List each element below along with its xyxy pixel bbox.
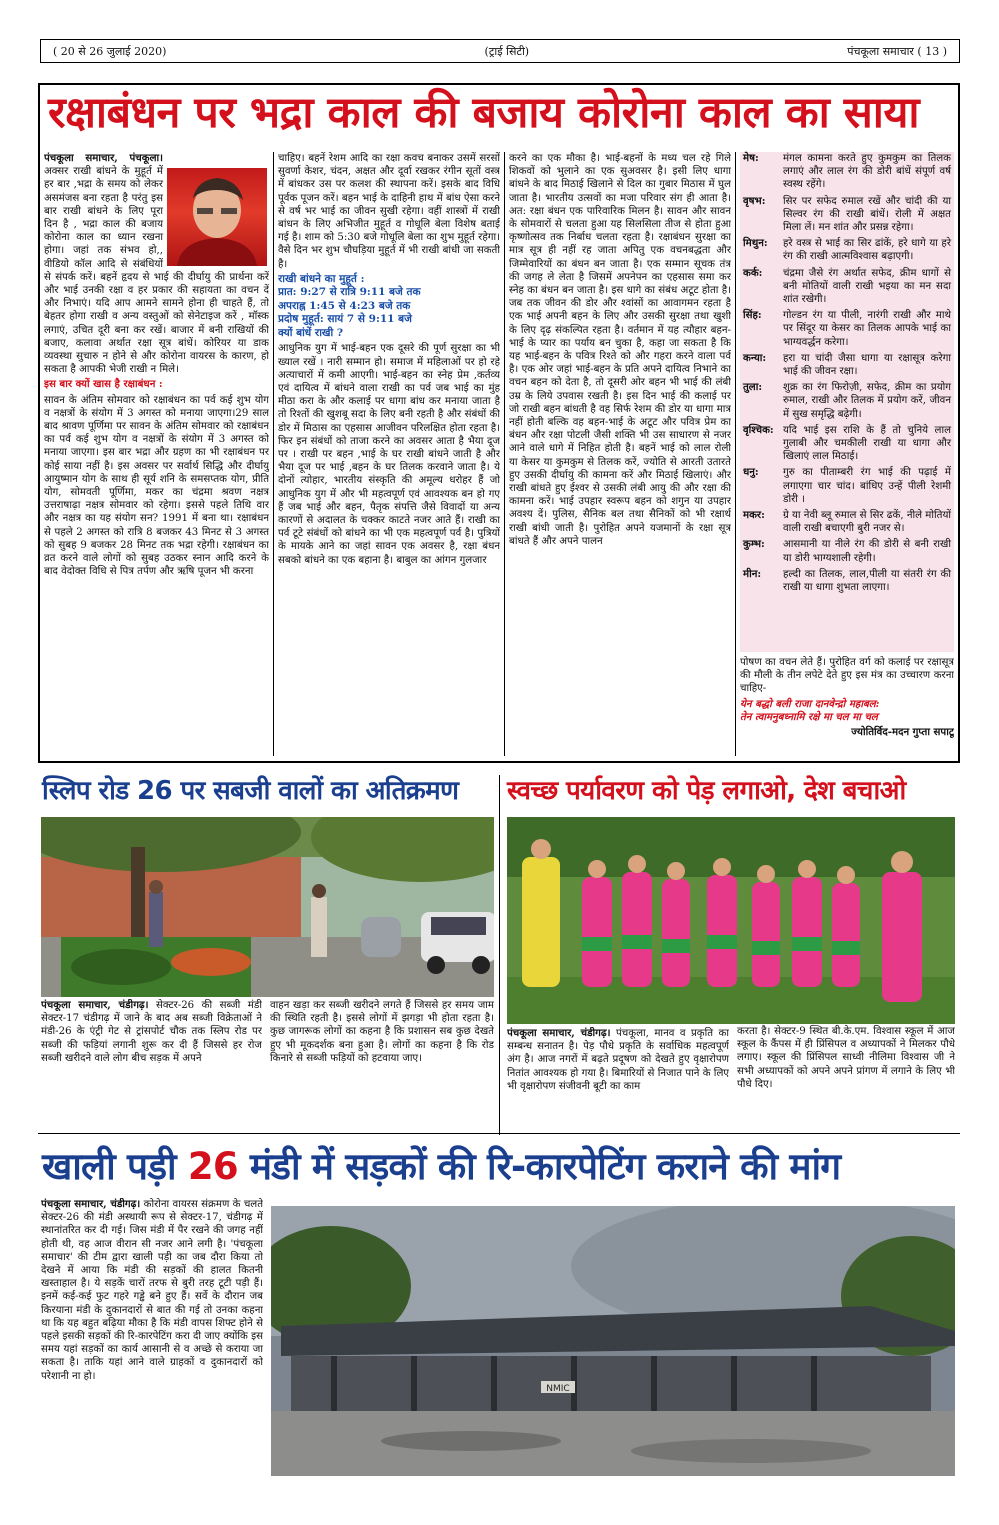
rashi-item	[743, 195, 951, 235]
story1-intro: अक्सर राखी बांधने के मुहूर्त में हर बार ,भद्रा के समय को लेकर असमंजस बना रहता है परंतु इस बार राखी बांधने के लिए पूरा दिन है , भद्रा काल की बजाय कोरोना काल का ध्यान रखना होगा। जहां तक संभव हो,, वीडियो कॉल आदि से संबंधियों से संपर्क करें। बहनें हृदय से भाई की दीर्घायु की प्रार्थना करें और भाई उनकी रक्षा व हर प्रकार की सहायता का वचन दें और निभाएं। यदि आप आमने सामने होना ही चाहते हैं, तो बेहतर होगा राखी व अन्य वस्तुओं को सेनेटाइज करें , मॉस्क लगाएं, उचित दूरी बना कर रखें। बाजार में बनी राखियों की बजाए, कलावा अर्थात रक्षा सूत्र बांधें। कोरियर या डाक व्यवस्था सुचारु न होने से और कोरोना वायरस के कारण, हो सकता है आपकी भेजी राखी न मिले।	[44, 166, 269, 376]
section-rule	[38, 1133, 960, 1134]
story2-col2-text: वाहन खड़ा कर सब्जी खरीदने लगते हैं जिससे हर समय जाम की स्थिति रहती है। इससे लोगों में झगड़ा भी होता रहता है। कुछ जागरूक लोगों का कहना है कि प्रशासन सब कुछ देखते हुए भी मूकदर्शक बना हुआ है। लोगों का कहना है कि रोड किनारे से सब्जी फड़ियों को हटवाया जाए।	[270, 1000, 494, 1064]
mandi-sign-text: NMIC	[546, 1384, 570, 1394]
tree-plantation-photo	[507, 817, 955, 1024]
mantra-line: तेन त्वामनुबध्नामि रक्षे मा चल मा चल	[740, 710, 878, 723]
story2-headline: स्लिप रोड 26 पर सबजी वालों का अतिक्रमण	[42, 776, 459, 806]
rashi-name: मकर:	[743, 509, 765, 522]
rashi-item	[743, 237, 951, 263]
rashi-text: गुरु का पीताम्बरी रंग भाई की पढ़ाई में लगाएगा चार चांद। बांधिए उन्हें पीली रेशमी डोरी ।	[783, 467, 951, 505]
muhurat-line: प्रात: 9:27 से रात्रि 9:11 बजे तक	[278, 286, 421, 299]
story1-column-1	[44, 152, 269, 756]
rashi-name: कुम्भ:	[743, 538, 765, 551]
page-header	[40, 39, 960, 63]
rashi-text: शुक्र का रंग फिरोज़ी, सफेद, क्रीम का प्रयोग रुमाल, राखी और तिलक में प्रयोग करें, जीवन में सुख समृद्धि बढ़ेगी।	[783, 382, 951, 420]
story4-headline-part: मंडी में सड़कों की रि-कारपेटिंग कराने की मांग	[237, 1145, 841, 1188]
story1-column-3	[509, 152, 731, 756]
story1-headline: रक्षाबंधन पर भद्रा काल की बजाय कोरोना काल का साया	[48, 88, 920, 138]
story1-subhead: इस बार क्यों खास है रक्षाबंधन :	[44, 378, 163, 391]
story4-headline	[42, 1145, 957, 1188]
story2-column-1	[41, 999, 262, 1124]
empty-mandi-photo	[271, 1206, 955, 1476]
story4-headline-part: खाली पड़ी	[42, 1145, 188, 1188]
story4-byline: पंचकूला समाचार, चंडीगढ़।	[41, 1198, 141, 1210]
story1-col2-text-b: आधुनिक युग में भाई-बहन एक दूसरे की पूर्ण सुरक्षा का भी ख्याल रखें । नारी सम्मान हो। समाज में महिलाओं पर हो रहे अत्याचारों में कमी आएगी। भाई-बहन का स्नेह प्रेम ,कर्तव्य एवं दायित्व में बांधने वाला राखी का पर्व जब भाई का मुंह मीठा करा के और कलाई पर धागा बांध कर मनाया जाता है तो रिश्तों की खुशबू सदा के लिए बनी रहती है और संबंधों की डोर में मिठास का एहसास आजीवन परिलक्षित होता रहता है। फिर इन संबंधों को ताजा करने का अवसर आता है भैया दूज पर । राखी पर बहन ,भाई के घर राखी बांधने जाती है और भैया दूज पर भाई ,बहन के घर तिलक करवाने जाता है। ये दोनों त्योहार, भारतीय संस्कृति की अमूल्य धरोहर हैं जो आधुनिक युग में और भी महत्वपूर्ण एवं आवश्यक बन हो गए हैं जब भाई और बहन, पैतृक संपत्ति जैसे विवादों या अन्य कारणों से अदालत के चक्कर काटते नजर आते हैं। राखी का पर्व टूटे संबंधों को बांधने का भी एक महत्वपूर्ण पर्व है। पुत्रियों के मायके आने का जहां सावन एक अवसर है, रक्षा बंधन सबको बांधने का एक बहाना है। बाबुल का आंगन गुलजार	[278, 343, 500, 566]
story2-column-2	[270, 999, 494, 1124]
rashi-name: तुला:	[743, 381, 763, 394]
muhurat-line: अपराह्न 1:45 से 4:23 बजे तक	[278, 299, 411, 312]
rashi-name: सिंह:	[743, 309, 762, 322]
story3-column-1	[507, 1027, 729, 1127]
story3-column-2	[737, 999, 955, 1127]
rashi-text: चंद्रमा जैसे रंग अर्थात सफेद, क्रीम धागों से बनी मोतियों वाली राखी भइया का मन सदा शांत रखेगी।	[783, 267, 951, 306]
rashi-name: कर्क:	[743, 266, 763, 279]
paper-page: पंचकूला समाचार ( 13 )	[847, 44, 947, 58]
rashi-name: कन्या:	[743, 351, 767, 364]
muhurat-line: प्रदोष मुहूर्त: सायं 7 से 9:11 बजे	[278, 313, 412, 326]
rashi-text: मंगल कामना करते हुए कुमकुम का तिलक लगाएं और लाल रंग की डोरी बांधें संपूर्ण वर्ष स्वस्थ रहेंगे।	[783, 153, 951, 191]
story1-column-2	[278, 152, 500, 756]
rashi-text: हरे वस्त्र से भाई का सिर ढांकें, हरे धागे या हरे रंग की राखी आत्मविश्वास बढ़ाएगी।	[783, 238, 951, 263]
story1-col2-text-a: चाहिए। बहनें रेशम आदि का रक्षा कवच बनाकर उसमें सरसों सुवर्णा केशर, चंदन, अक्षत और दूर्वा रखकर रंगीन सूतों वस्त्र में बांधकर उस पर कलश की स्थापना करें। इसके बाद विधि पूर्वक पूजन करें। बहन भाई के दाहिनी हाथ में बांध ऐसा करने से वर्ष भर भाई का जीवन सुखी रहेगा। वहीं शास्त्रों में राखी बांधन के लिए अभिजीत मुहूर्त व गोधूलि बेला विशेष बताई गई है। शाम को 5:30 बजे गोधूलि बेला का शुभ मुहूर्त रहेगा। वैसे दिन भर शुभ चौघड़िया मुहूर्त में भी राखी बांधी जा सकती है।	[278, 153, 500, 270]
rashi-item	[743, 466, 951, 506]
story2-col1-text: सेक्टर-26 की सब्जी मंडी सेक्टर-17 चंडीगढ़ में जाने के बाद अब सब्जी विक्रेताओं ने मंडी-26 के एंट्री गेट से ट्रांसपोर्ट चौक तक स्लिप रोड पर सब्जी की फड़ियां लगानी शुरू कर दी हैं जिससे हर रोज सब्जी खरीदने वाले लोग बीच सड़क में अपने	[41, 1000, 262, 1064]
rashi-name: मेष:	[743, 152, 759, 164]
vegetable-market-photo	[41, 817, 494, 997]
story4-body-text: कोरोना वायरस संक्रमण के चलते सेक्टर-26 की मंडी अस्थायी रूप से सेक्टर-17, चंडीगढ़ में स्थानांतरित कर दी गई। जिस मंडी में पैर रखने की जगह नहीं होती थी, वह आज वीरान सी नजर आने लगी है। 'पंचकूला समाचार' की टीम द्वारा खाली पड़ी का जब दौरा किया तो देखने में आया कि मंडी की सड़कों की हालत कितनी खस्ताहाल है। ये सड़कें चारों तरफ से बुरी तरह टूटी पड़ी हैं। इनमें कई-कई फुट गहरे गड्ढे बने हुए हैं। सर्वे के दौरान जब किरयाना मंडी के दुकानदारों से बात की गई तो उनका कहना था कि यह बहुत बढ़िया मौका है कि मंडी वापस शिफ्ट होने से पहले इसकी सड़कों की रि-कारपेटिंग करा दी जाए क्योंकि इस समय यहां सड़कों का कार्य आसानी से व अच्छे से कराया जा सकता है। ताकि यहां आने वाले ग्राहकों व दुकानदारों को परेशानी ना हो।	[41, 1199, 263, 1382]
column-divider	[504, 152, 505, 756]
rashi-box	[740, 152, 954, 652]
rashi-item	[743, 267, 951, 307]
story3-headline: स्वच्छ पर्यावरण को पेड़ लगाओ, देश बचाओ	[507, 776, 906, 806]
column-divider	[273, 152, 274, 756]
story3-byline: पंचकूला समाचार, चंडीगढ़।	[507, 1027, 611, 1039]
market-shed-icon	[271, 1206, 955, 1476]
rashi-text: गोल्डन रंग या पीली, नारंगी राखी और माथे पर सिंदूर या केसर का तिलक आपके भाई का भाग्यवर्द्धन करेगा।	[783, 310, 951, 348]
street-scene-icon	[41, 817, 494, 997]
mantra-intro: पोषण का वचन लेते हैं। पुरोहित वर्ग को कलाई पर रक्षासूत्र की मौली के तीन लपेटे देते हुए इस मंत्र का उच्चारण करना चाहिए-	[740, 657, 954, 695]
rashi-name: धनु:	[743, 466, 759, 479]
rashi-item	[743, 568, 951, 594]
group-photo-icon	[507, 817, 955, 1024]
muhurat-title: राखी बांधने का मुहूर्त :	[278, 272, 365, 285]
story4-body	[41, 1198, 263, 1483]
rashi-item	[743, 152, 951, 192]
section-name: (ट्राई सिटी)	[484, 44, 530, 58]
story1-column-4-tail	[740, 656, 954, 756]
rashi-text: सिर पर सफेद रुमाल रखें और चांदी की या सिल्वर रंग की राखी बांधें। रोली में अक्षत मिला लें। मन शांत और प्रसन्न रहेगा।	[783, 195, 951, 234]
issue-date: ( 20 से 26 जुलाई 2020)	[53, 44, 167, 58]
story3-col1-text: पंचकूला, मानव व प्रकृति का सम्बन्ध सनातन है। पेड़ पौधे प्रकृति के सर्वाधिक महत्वपूर्ण अंग है। आज नगरों में बढ़ते प्रदूषण को देखते हुए वृक्षारोपण नितांत आवश्यक हो गया है। बिमारियों से निजात पाने के लिए भी वृक्षारोपण संजीवनी बूटी का काम	[507, 1028, 729, 1092]
rashi-name: वृश्चिक:	[743, 423, 774, 436]
muhurat-box	[278, 273, 500, 341]
rashi-name: मीन:	[743, 567, 762, 580]
column-divider	[735, 152, 736, 756]
rashi-text: आसमानी या नीले रंग की डोरी से बनी राखी या डोरी भाग्यशाली रहेगी।	[783, 539, 951, 564]
muhurat-line: क्यों बांधें राखी ?	[278, 326, 344, 339]
rashi-name: वृषभ:	[743, 194, 766, 207]
photo-overhang-space	[737, 999, 955, 1025]
story4-headline-number: 26	[187, 1145, 238, 1188]
mantra-line: येन बद्धो बली राजा दानवेन्द्रो महाबल:	[740, 697, 880, 710]
rashi-item	[743, 352, 951, 378]
rashi-item	[743, 381, 951, 421]
story1-col3-text: करने का एक मौका है। भाई-बहनों के मध्य चल रहे गिले शिकवों को भुलाने का एक सुअवसर है। इसी लिए धागा बांधने के बाद मिठाई खिलाने से दिल का गुबार मिठास में घुल जाता है। भारतीय उत्सवों का मजा परिवार संग ही आता है। अत: रक्षा बंधन एक पारिवारिक मिलन है। सावन और सावन के सोमवारों से चलता हुआ यह सिलसिला तीज से होता हुआ कृष्णोत्सव तक निर्बाध चलता रहता है। रक्षाबंधन सुरक्षा का मात्र सूत्र ही नहीं रह जाता अपितु एक वचनबद्धता और जिम्मेवारियों का बंधन बन जाता है। एक सम्मान सूचक तंत्र की जगह ले लेता है जिसमें अपनेपन का एहसास समा कर स्नेह का बंधन बन जाता है। इस धागे का संबंध अटूट होता है। जब तक जीवन की डोर और श्वांसों का आवागमन रहता है एक भाई अपनी बहन के लिए और उसकी सुरक्षा तथा खुशी के लिए दृढ़ संकल्पित रहता है। वर्तमान में यह त्यौहार बहन-भाई के प्यार का पर्याय बन चुका है, कहा जा सकता है कि यह भाई-बहन के पवित्र रिश्ते को और गहरा करने वाला पर्व है। एक ओर जहां भाई-बहन के प्रति अपने दायित्व निभाने का वचन बहन को देता है, तो दूसरी ओर बहन भी भाई की लंबी उम्र के लिये उपवास रखती है। इस दिन भाई की कलाई पर जो राखी बहन बांधती है वह सिर्फ रेशम की डोर या धागा मात्र नहीं होती बल्कि वह बहन-भाई के अटूट और पवित्र प्रेम का बंधन और रक्षा पोटली जैसी शक्ति भी उस साधारण से नजर आने वाले धागे में निहित होती है। बहनें भाई को लाल रोली या केसर या कुमकुम से तिलक करें, ज्योति से आरती उतारते हुए उसकी दीर्घायु की कामना करें और मिठाई खिलाएं। और राखी बांधते हुए ईश्वर से उसकी लंबी आयु की और रक्षा की कामना करें। भाई उपहार स्वरूप बहन को शगुन या उपहार अवश्य दें। पुलिस, सैनिक बल तथा सैनिकों को भी रक्षार्थ राखी बांधी जाती है। पुरोहित अपने यजमानों के रक्षा सूत्र बांधते हैं और अपने पालन	[509, 153, 731, 547]
rashi-name: मिथुन:	[743, 237, 768, 250]
story3-col2-text: करता है। सेक्टर-9 स्थित बी.के.एम. विश्वास स्कूल में आज स्कूल के कैंपस में ही प्रिंसिपल व अध्यापकों ने मिलकर पौधे लगाए। स्कूल की प्रिंसिपल साध्वी नीलिमा विश्वास जी ने सभी अध्यापकों को अपने अपने प्रांगण में लगाने के लिए भी पौधे दिए।	[737, 1026, 955, 1090]
rashi-text: ग्रे या नेवी ब्लू रुमाल से सिर ढकें, नीले मोतियों वाली राखी बचाएगी बुरी नजर से।	[783, 510, 951, 535]
rashi-item	[743, 309, 951, 349]
column-divider	[499, 775, 500, 1135]
rashi-item	[743, 424, 951, 464]
story2-byline: पंचकूला समाचार, चंडीगढ़।	[41, 999, 149, 1011]
rashi-text: यदि भाई इस राशि के हैं तो चुनिये लाल गुलाबी और चमकीली राखी या धागा और खिलाएं लाल मिठाई।	[783, 424, 951, 463]
author-credit: ज्योतिर्विद-मदन गुप्ता सपाटू	[851, 726, 954, 739]
story1-col1-text: सावन के अंतिम सोमवार को रक्षाबंधन का पर्व कई शुभ योग व नक्षत्रों के संयोग में 3 अगस्त को मनाया जाएगा।29 साल बाद श्रावण पूर्णिमा पर सावन के अंतिम सोमवार को रक्षाबंधन का पर्व कई शुभ योग व नक्षत्रों के संयोग में 3 अगस्त को मनाया जाएगा। इस बार भद्रा और ग्रहण का भी रक्षाबंधन पर कोई साया नहीं है। इस अवसर पर सर्वार्थ सिद्धि और दीर्घायु आयुष्मान योग के साथ ही सूर्य शनि के समसप्तक योग, प्रीति योग, सोमवती पूर्णिमा, मकर का चंद्रमा श्रवण नक्षत्र उत्तराषाढ़ा नक्षत्र सोमवार को रहेगा। इससे पहले तिथि वार और नक्षत्र का यह संयोग सन? 1991 में बना था। रक्षाबंधन से पहले 2 अगस्त को रात्रि 8 बजकर 43 मिनट से 3 अगस्त को सुबह 9 बजकर 28 मिनट तक भद्रा रहेगी। रक्षाबंधन का व्रत करने वाले लोगों को सुबह उठकर स्नान आदि करने के बाद वेदोक्त विधि से पित्र तर्पण और ऋषि पूजन भी करना	[44, 394, 269, 578]
story1-byline: पंचकूला समाचार, पंचकूला।	[44, 152, 163, 164]
photo-wrap-space	[163, 152, 269, 268]
rashi-item	[743, 509, 951, 535]
rashi-text: हरा या चांदी जैसा धागा या रक्षासूत्र करेगा भाई की जीवन रक्षा।	[783, 352, 951, 378]
rashi-item	[743, 538, 951, 564]
rashi-text: हल्दी का तिलक, लाल,पीली या संतरी रंग की राखी या धागा शुभता लाएगा।	[783, 568, 951, 594]
